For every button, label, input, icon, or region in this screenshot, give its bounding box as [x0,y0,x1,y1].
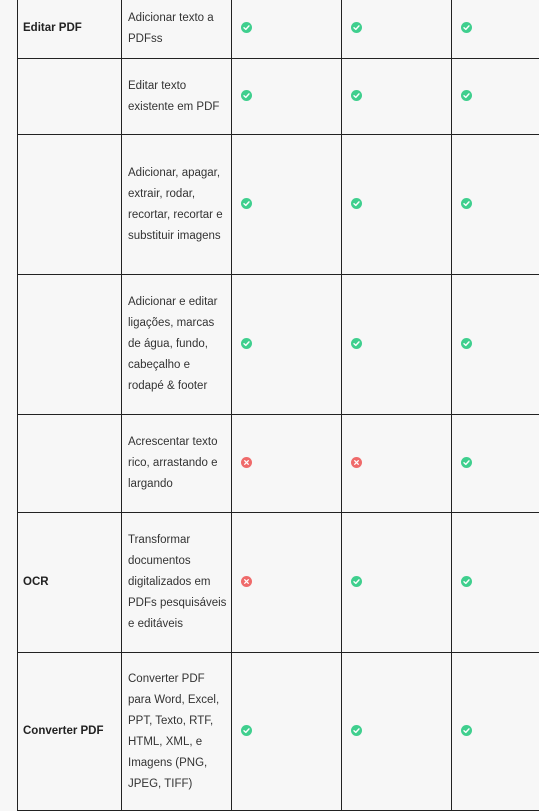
feature-cell: Converter PDF [18,653,122,811]
check-icon [461,338,472,349]
check-icon [461,22,472,33]
status-cell [342,135,452,275]
status-cell [452,59,539,135]
check-icon [241,725,252,736]
status-cell [452,275,539,415]
description-cell: Adicionar, apagar, extrair, rodar, recortar, recortar e substituir imagens [122,135,232,275]
status-cell [452,653,539,811]
check-icon [241,198,252,209]
check-icon [461,90,472,101]
table-row [18,513,539,653]
check-icon [241,338,252,349]
status-cell [342,275,452,415]
status-cell [342,513,452,653]
status-cell [232,513,342,653]
cross-icon [241,457,252,468]
status-cell [232,135,342,275]
check-icon [351,198,362,209]
status-cell [232,0,342,59]
status-cell [452,135,539,275]
check-icon [461,198,472,209]
feature-cell: OCR [18,513,122,653]
check-icon [351,22,362,33]
status-cell [232,275,342,415]
status-cell [342,415,452,513]
check-icon [241,22,252,33]
table-body [18,0,539,811]
comparison-table-container [17,0,517,811]
cross-icon [241,576,252,587]
status-cell [452,0,539,59]
status-cell [342,653,452,811]
status-cell [232,415,342,513]
check-icon [241,90,252,101]
check-icon [351,725,362,736]
feature-cell [18,135,122,275]
description-cell: Converter PDF para Word, Excel, PPT, Texto, RTF, HTML, XML, e Imagens (PNG, JPEG, TIFF) [122,653,232,811]
status-cell [232,59,342,135]
check-icon [351,338,362,349]
table-row [18,275,539,415]
table-row [18,135,539,275]
feature-comparison-table [17,0,539,811]
description-cell: Acrescentar texto rico, arrastando e largando [122,415,232,513]
feature-cell [18,59,122,135]
description-cell: Transformar documentos digitalizados em PDFs pesquisáveis e editáveis [122,513,232,653]
cross-icon [351,457,362,468]
status-cell [232,653,342,811]
feature-cell [18,415,122,513]
feature-cell [18,275,122,415]
description-cell: Adicionar texto a PDFss [122,0,232,59]
check-icon [461,576,472,587]
table-row [18,415,539,513]
check-icon [351,90,362,101]
feature-cell: Editar PDF [18,0,122,59]
description-cell: Adicionar e editar ligações, marcas de água, fundo, cabeçalho e rodapé & footer [122,275,232,415]
status-cell [452,415,539,513]
check-icon [351,576,362,587]
check-icon [461,725,472,736]
check-icon [461,457,472,468]
status-cell [342,0,452,59]
status-cell [342,59,452,135]
table-row [18,653,539,811]
description-cell: Editar texto existente em PDF [122,59,232,135]
table-row [18,0,539,59]
table-row [18,59,539,135]
status-cell [452,513,539,653]
